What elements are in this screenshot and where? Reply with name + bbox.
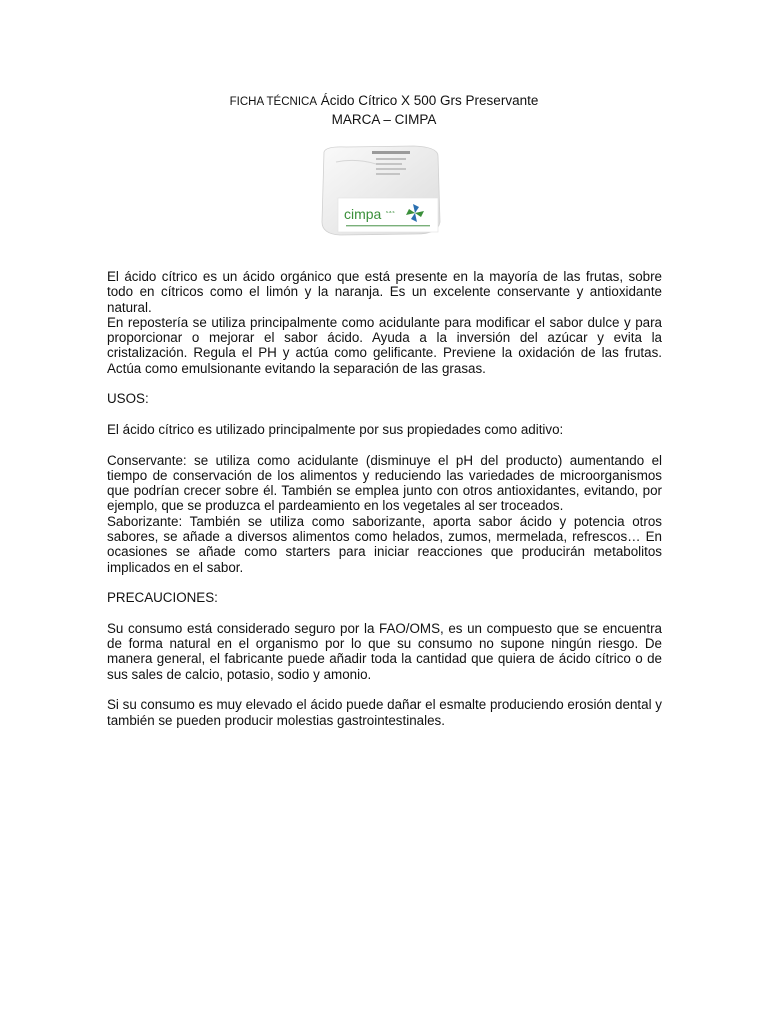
- title-brand: MARCA – CIMPA: [331, 112, 437, 127]
- product-bag-image: [316, 142, 444, 238]
- document-body: [107, 269, 662, 728]
- title-prefix: FICHA TÉCNICA: [229, 96, 317, 108]
- cimpa-logo-suffix: s.a.s: [386, 209, 395, 214]
- usos-saborizante: Saborizante: También se utiliza como saborizante, aporta sabor ácido y potencia otros sabores, se añade a diversos alimentos como helados, zumos, mermelada, refrescos… En ocasiones se añade como starters para iniciar reacciones que producirán metabolitos implicados en el sabor.: [107, 513, 662, 575]
- usos-intro: El ácido cítrico es utilizado principalmente por sus propiedades como aditivo:: [107, 421, 564, 437]
- usos-conservante: Conservante: se utiliza como acidulante (disminuye el pH del producto) aumentando el tiempo de conservación de los alimentos y reduciendo las variedades de microorganismos que podrían crecer sobre él. También se emplea junto con otros antioxidantes, evitando, por ejemplo, que se produzca el pardeamiento en los vegetales al ser troceados.: [107, 452, 662, 514]
- precauciones-paragraph-2: Si su consumo es muy elevado el ácido puede dañar el esmalte produciendo erosión dental y también se pueden producir molestias gastrointestinales.: [107, 697, 662, 728]
- document-title: [0, 92, 768, 128]
- title-line-1: [0, 92, 768, 111]
- intro-paragraph-1: El ácido cítrico es un ácido orgánico que está presente en la mayoría de las frutas, sobre todo en cítricos como el limón y la naranja. Es un excelente conservante y antioxidante natural.: [107, 269, 662, 315]
- intro-paragraph-2: En repostería se utiliza principalmente como acidulante para modificar el sabor dulce y para proporcionar o mejorar el sabor ácido. Ayuda a la inversión del azúcar y evita la cristalización. Regula el PH y actúa como gelificante. Previene la oxidación de las frutas. Actúa como emulsionante evitando la separación de las grasas.: [107, 314, 662, 376]
- cimpa-logo-text: cimpa: [344, 206, 382, 222]
- precauciones-paragraph-1: Su consumo está considerado seguro por la FAO/OMS, es un compuesto que se encuentra de forma natural en el organismo por lo que su consumo no supone ningún riesgo. De manera general, el fabricante puede añadir toda la cantidad que quiera de ácido cítrico o de sus sales de calcio, potasio, sodio y amonio.: [107, 620, 662, 682]
- usos-heading: USOS:: [107, 391, 149, 407]
- precauciones-heading: PRECAUCIONES:: [107, 590, 218, 606]
- title-product: Ácido Cítrico X 500 Grs Preservante: [320, 93, 539, 108]
